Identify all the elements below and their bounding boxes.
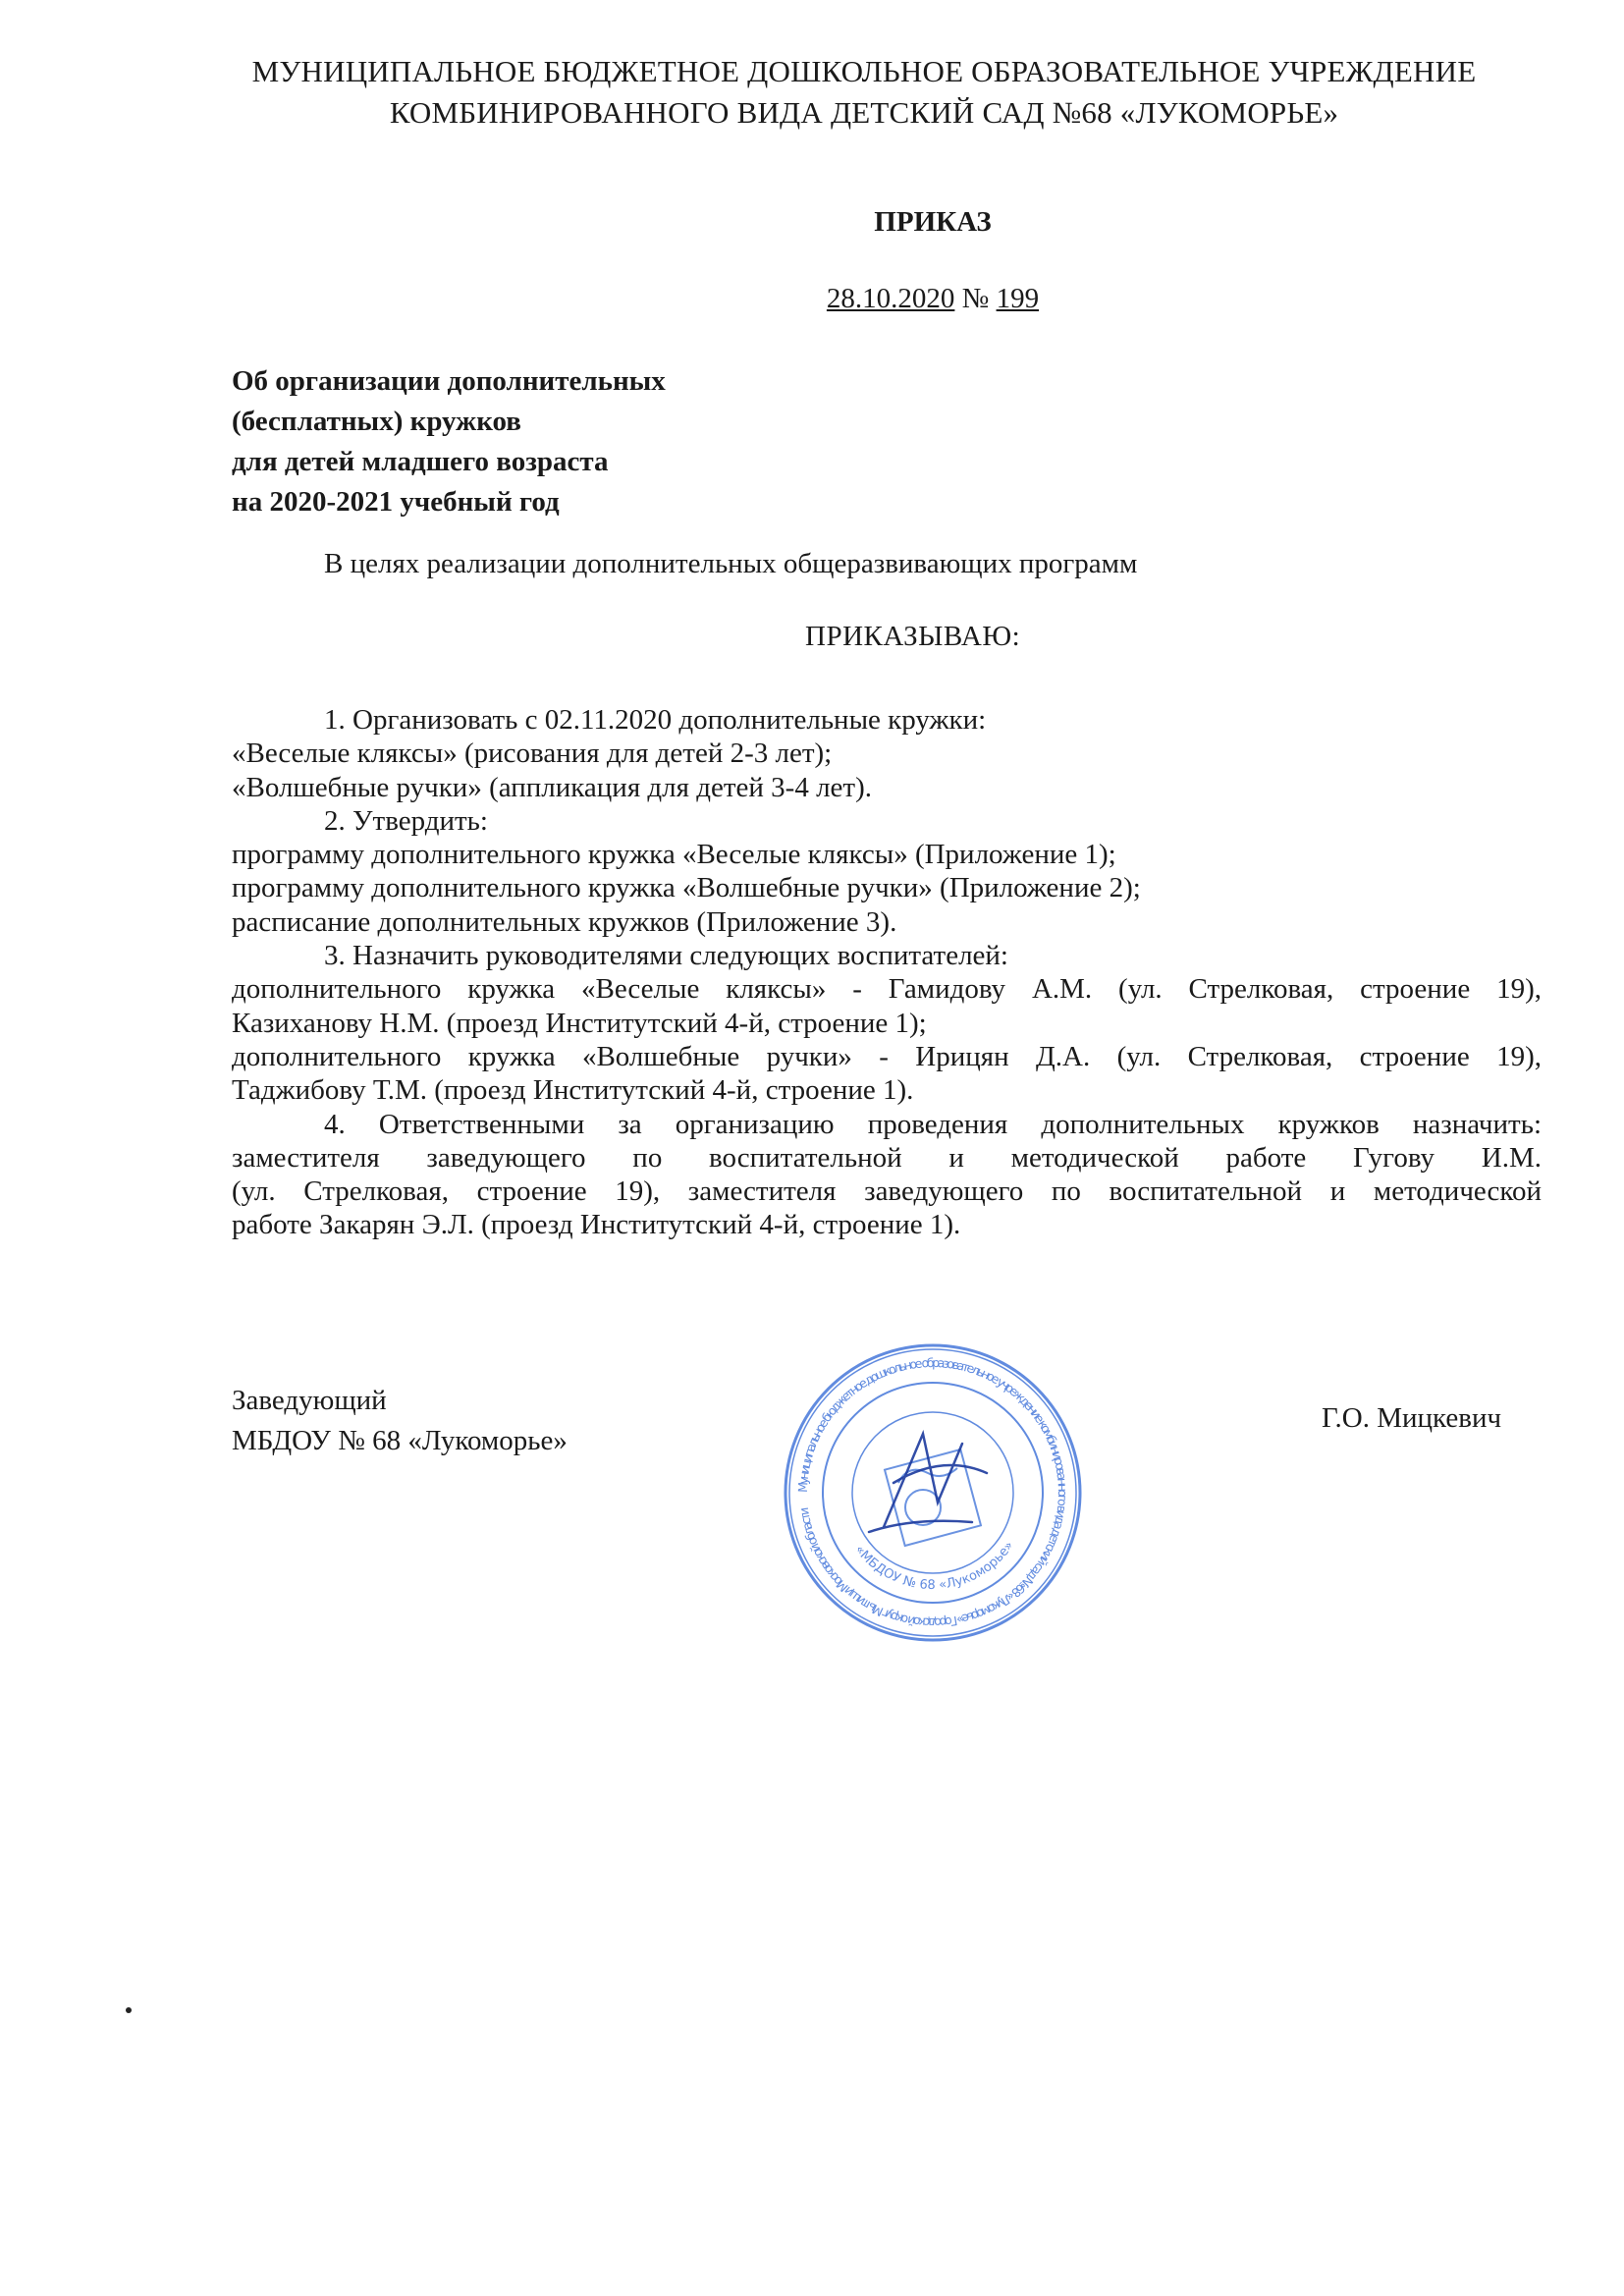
item-4-line-2: заместителя заведующего по воспитательной и методической работе Гугову И.М.: [232, 1141, 1542, 1174]
item-2-b: программу дополнительного кружка «Волшебные ручки» (Приложение 2);: [232, 872, 1141, 904]
item-4-line-3: (ул. Стрелковая, строение 19), заместителя заведующего по воспитательной и методической: [232, 1175, 1542, 1208]
scan-artifact-dot: [126, 2007, 132, 2013]
subject-line: для детей младшего возраста: [232, 446, 609, 477]
item-1-b: «Волшебные ручки» (аппликация для детей 3-4 лет).: [232, 771, 872, 803]
position-title: Заведующий: [232, 1385, 387, 1416]
header-line-2: КОМБИНИРОВАННОГО ВИДА ДЕТСКИЙ САД №68 «ЛУКОМОРЬЕ»: [389, 95, 1339, 130]
item-2-c: расписание дополнительных кружков (Приложение 3).: [232, 905, 897, 938]
subject-line: на 2020-2021 учебный год: [232, 486, 560, 518]
order-date: 28.10.2020: [826, 283, 955, 314]
item-3-b-line-1: дополнительного кружка «Волшебные ручки» - Ирицян Д.А. (ул. Стрелковая, строение 19),: [232, 1040, 1542, 1072]
item-3-b-line-2: Таджибову Т.М. (проезд Институтский 4-й, строение 1).: [232, 1074, 914, 1107]
item-3-a-line-1: дополнительного кружка «Веселые кляксы» - Гамидову А.М. (ул. Стрелковая, строение 19),: [232, 973, 1542, 1006]
order-subject: [232, 361, 666, 522]
order-number-sign: №: [961, 283, 990, 314]
organization-header: [98, 51, 1624, 134]
intro-text: В целях реализации дополнительных общеразвивающих программ: [324, 548, 1138, 579]
order-title: ПРИКАЗ: [874, 206, 992, 238]
item-4-line-1: 4. Ответственными за организацию проведения дополнительных кружков назначить:: [324, 1108, 1542, 1140]
item-2: 2. Утвердить:: [324, 804, 488, 837]
stamp-outer-text: Муниципальное бюджетное дошкольное образовательное учреждение комбинированного вида детский сад №68 «Лукоморье» Городской округ Мытищи Московской области: [794, 1354, 1071, 1631]
order-date-number: [746, 283, 1119, 315]
stamp-inner-text: «МБДОУ № 68 «Лукоморье»: [851, 1538, 1017, 1594]
item-2-a: программу дополнительного кружка «Веселые кляксы» (Приложение 1);: [232, 839, 1116, 871]
header-line-1: МУНИЦИПАЛЬНОЕ БЮДЖЕТНОЕ ДОШКОЛЬНОЕ ОБРАЗОВАТЕЛЬНОЕ УЧРЕЖДЕНИЕ: [251, 54, 1477, 88]
command-word: ПРИКАЗЫВАЮ:: [805, 621, 1021, 652]
official-seal-stamp: [776, 1336, 1090, 1650]
stamp-emblem: [885, 1449, 981, 1546]
item-4-line-4: работе Закарян Э.Л. (проезд Институтский 4-й, строение 1).: [232, 1209, 961, 1241]
signatory-position: [232, 1381, 568, 1461]
item-1-a: «Веселые кляксы» (рисования для детей 2-3 лет);: [232, 738, 833, 770]
subject-line: Об организации дополнительных: [232, 365, 666, 397]
item-3-a-line-2: Казиханову Н.М. (проезд Институтский 4-й, строение 1);: [232, 1007, 927, 1039]
item-1: 1. Организовать с 02.11.2020 дополнительные кружки:: [324, 704, 987, 736]
order-number: 199: [996, 283, 1040, 314]
signatory-name: Г.О. Мицкевич: [1322, 1402, 1502, 1434]
subject-line: (бесплатных) кружков: [232, 406, 521, 437]
position-organization: МБДОУ № 68 «Лукоморье»: [232, 1425, 568, 1456]
item-3: 3. Назначить руководителями следующих воспитателей:: [324, 940, 1008, 972]
order-body: [232, 703, 1542, 1242]
